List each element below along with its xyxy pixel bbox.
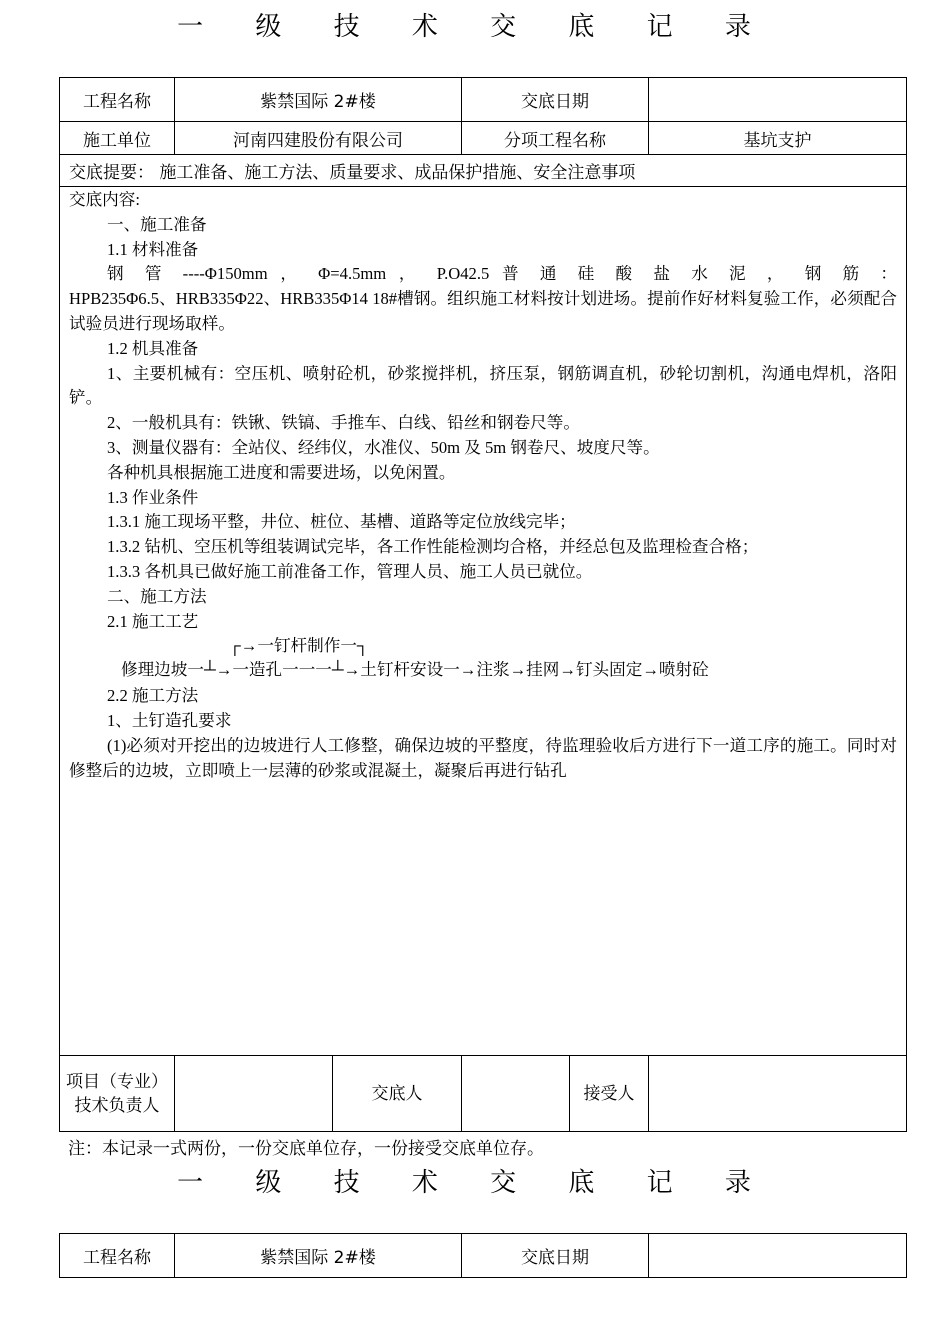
discloser-label: 交底人 (333, 1056, 462, 1132)
page-title-2: 一 级 技 术 交 底 记 录 (177, 1168, 773, 1198)
content-label: 交底内容: (69, 190, 140, 209)
machine-item: 1、主要机械有：空压机、喷射砼机，砂浆搅拌机，挤压泵，钢筋调直机，砂轮切割机，沟通电焊机，洛阳铲。 (69, 363, 897, 408)
condition-item: 1.3.2 钻机、空压机等组装调试完毕，各工作性能检测均合格，并经总包及监理检查合格； (107, 537, 759, 557)
subitem-value: 基坑支护 (649, 122, 907, 155)
tech-lead-value (175, 1056, 333, 1132)
condition-item: 1.3.3 各机具已做好施工前准备工作，管理人员、施工人员已就位。 (107, 561, 593, 581)
contractor-label: 施工单位 (60, 122, 175, 155)
receiver-label: 接受人 (570, 1056, 649, 1132)
disclosure-date-value (649, 78, 907, 122)
record-table-2 (59, 1233, 907, 1278)
flow-main-line: 修理边坡一┴→一造孔一一一┴→土钉杆安设一→注浆→挂网→钉头固定→喷射砼 (121, 660, 709, 680)
flow-branch-top: ┌→一钉杆制作一┐ (229, 636, 369, 656)
subsection-heading: 2.1 施工工艺 (107, 611, 199, 631)
section-heading: 二、施工方法 (107, 586, 207, 606)
page-title: 一 级 技 术 交 底 记 录 (177, 12, 773, 42)
tech-lead-label: 项目（专业）技术负责人 (60, 1056, 175, 1132)
content-cell (60, 187, 907, 1056)
project-name-value: 紫禁国际 2#楼 (175, 1234, 462, 1278)
content-body (60, 187, 906, 784)
summary-label: 交底提要： (69, 163, 154, 183)
material-line-1: 钢 管 ----Φ150mm ， Φ=4.5mm ， P.O42.5 普 通 硅 酸 盐 水 泥 ， 钢 筋 ： (107, 264, 897, 284)
subitem-label: 分项工程名称 (462, 122, 649, 155)
subsection-heading: 1.2 机具准备 (107, 338, 199, 358)
project-name-label: 工程名称 (60, 1234, 175, 1278)
subsection-heading: 1.1 材料准备 (107, 239, 199, 259)
disclosure-date-value (649, 1234, 907, 1278)
material-line-2: HPB235Φ6.5、HRB335Φ22、HRB335Φ14 18#槽钢。组织施工材料按计划进场。提前作好材料复验工作，必须配合试验员进行现场取样。 (69, 289, 897, 333)
subsection-heading: 2.2 施工方法 (107, 686, 199, 706)
summary-row (60, 155, 907, 187)
requirement-paragraph: (1)必须对开挖出的边坡进行人工修整，确保边坡的平整度，待监理验收后方进行下一道工序的施工。同时对修整后的边坡，立即喷上一层薄的砂浆或混凝土，凝聚后再进行钻孔 (69, 735, 897, 780)
subsection-heading: 1.3 作业条件 (107, 487, 199, 507)
requirement-heading: 1、土钉造孔要求 (107, 711, 232, 731)
receiver-value (649, 1056, 907, 1132)
footnote: 注：本记录一式两份，一份交底单位存，一份接受交底单位存。 (68, 1139, 544, 1159)
discloser-value (462, 1056, 570, 1132)
summary-value: 施工准备、施工方法、质量要求、成品保护措施、安全注意事项 (159, 163, 636, 183)
process-flow-diagram (69, 634, 897, 684)
disclosure-date-label: 交底日期 (462, 1234, 649, 1278)
project-name-label: 工程名称 (60, 78, 175, 122)
project-name-value: 紫禁国际 2#楼 (175, 78, 462, 122)
machine-item: 2、一般机具有：铁锹、铁镐、手推车、白线、铅丝和钢卷尺等。 (107, 413, 580, 433)
condition-item: 1.3.1 施工现场平整，井位、桩位、基槽、道路等定位放线完毕； (107, 512, 576, 532)
record-table (59, 77, 907, 1132)
section-heading: 一、施工准备 (107, 214, 207, 234)
machine-note: 各种机具根据施工进度和需要进场，以免闲置。 (107, 462, 456, 482)
contractor-value: 河南四建股份有限公司 (175, 122, 462, 155)
machine-item: 3、测量仪器有：全站仪、经纬仪，水准仪、50m 及 5m 钢卷尺、坡度尺等。 (107, 437, 660, 457)
disclosure-date-label: 交底日期 (462, 78, 649, 122)
